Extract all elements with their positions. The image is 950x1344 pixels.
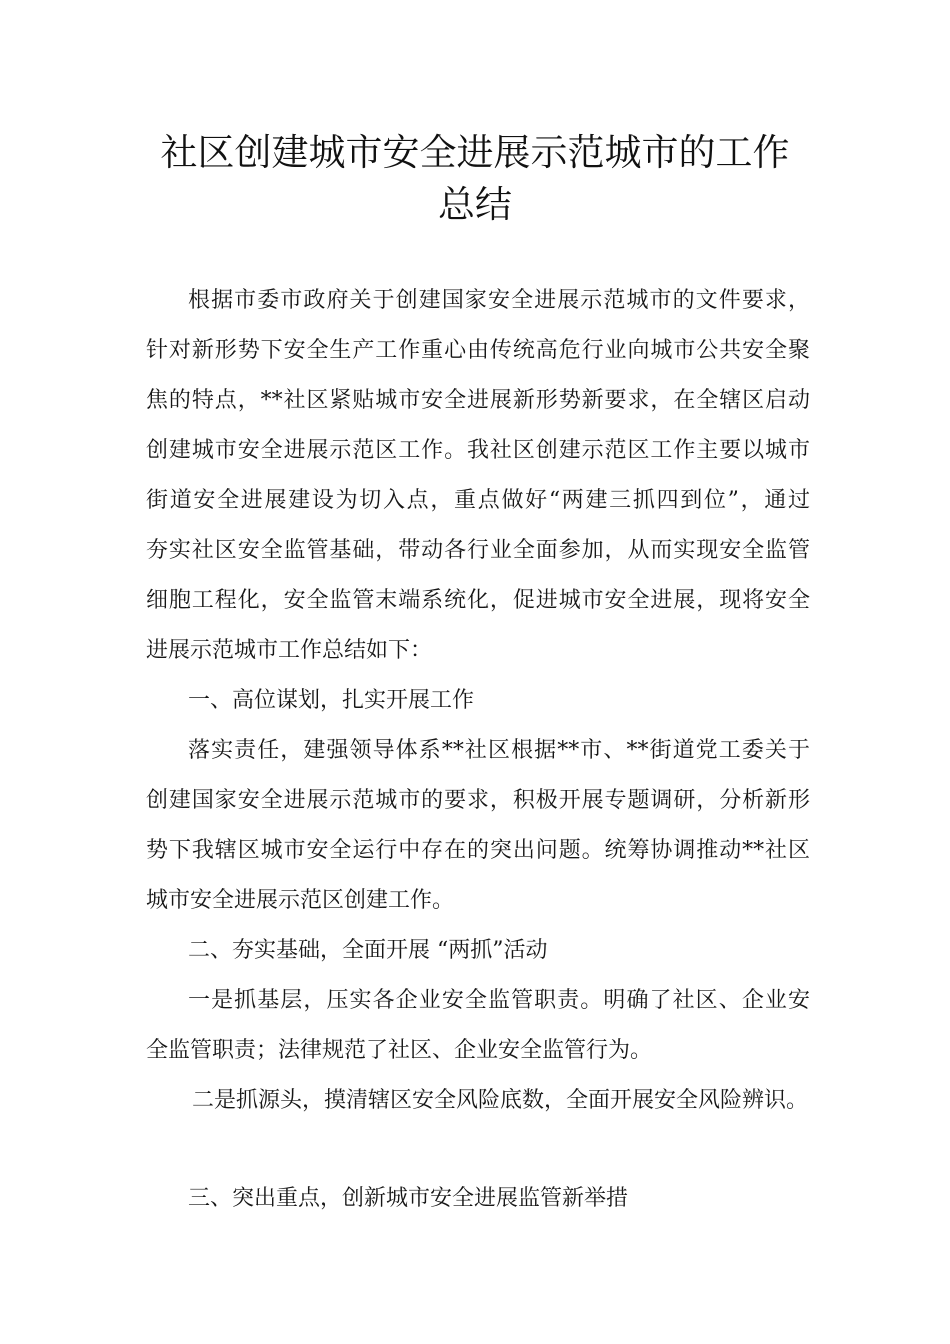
section1-line: 落实责任，建强领导体系**社区根据**市、**街道党工委关于 — [188, 738, 810, 763]
section-heading-1: 一、高位谋划，扎实开展工作 — [188, 688, 475, 713]
intro-line: 街道安全进展建设为切入点，重点做好“两建三抓四到位”，通过 — [146, 488, 810, 513]
intro-line: 进展示范城市工作总结如下： — [146, 638, 433, 663]
intro-line: 根据市委市政府关于创建国家安全进展示范城市的文件要求， — [188, 288, 810, 313]
intro-line: 针对新形势下安全生产工作重心由传统高危行业向城市公共安全聚 — [146, 338, 810, 363]
section1-line: 创建国家安全进展示范城市的要求，积极开展专题调研，分析新形 — [146, 788, 810, 813]
intro-line: 焦的特点，**社区紧贴城市安全进展新形势新要求，在全辖区启动 — [146, 388, 810, 413]
section2-line: 一是抓基层，压实各企业安全监管职责。明确了社区、企业安 — [188, 988, 810, 1013]
section1-line: 势下我辖区城市安全运行中存在的突出问题。统筹协调推动**社区 — [146, 838, 810, 863]
section2-line: 全监管职责；法律规范了社区、企业安全监管行为。 — [146, 1038, 653, 1063]
intro-line: 夯实社区安全监管基础，带动各行业全面参加，从而实现安全监管 — [146, 538, 810, 563]
section-heading-3: 三、突出重点，创新城市安全进展监管新举措 — [188, 1186, 629, 1211]
document-title-line-2: 总结 — [438, 183, 512, 226]
intro-line: 细胞工程化，安全监管末端系统化，促进城市安全进展，现将安全 — [146, 588, 810, 613]
section1-line: 城市安全进展示范区创建工作。 — [146, 888, 455, 913]
section2-line: 二是抓源头，摸清辖区安全风险底数，全面开展安全风险辨识。 — [192, 1088, 809, 1113]
section-heading-2: 二、夯实基础，全面开展 “两抓”活动 — [188, 938, 548, 963]
intro-line: 创建城市安全进展示范区工作。我社区创建示范区工作主要以城市 — [146, 438, 810, 463]
document-title-line-1: 社区创建城市安全进展示范城市的工作 — [160, 131, 790, 174]
